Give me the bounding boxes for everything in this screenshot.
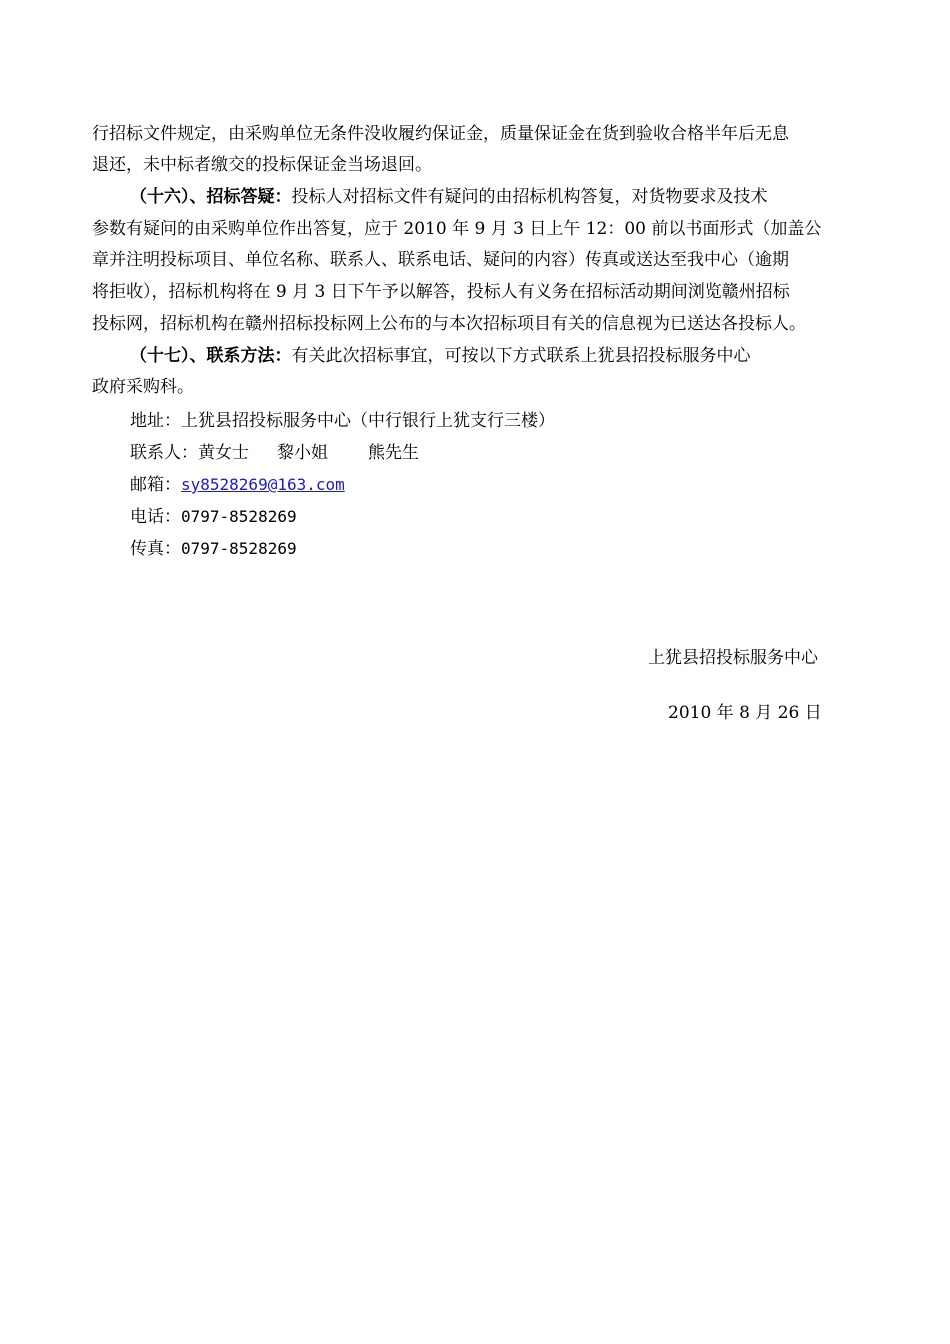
contact-person: 黎小姐 <box>277 443 328 463</box>
signature-org: 上犹县招投标服务中心 <box>648 648 818 668</box>
section-17-line <box>130 346 910 366</box>
paragraph-line: 政府采购科。 <box>92 377 194 397</box>
paragraph-line: 退还，未中标者缴交的投标保证金当场退回。 <box>92 155 432 175</box>
section-17-heading: （十七）、联系方法： <box>130 346 292 366</box>
fax-label: 传真： <box>130 539 181 559</box>
phone-value: 0797-8528269 <box>181 507 297 526</box>
paragraph-text: 投标人对招标文件有疑问的由招标机构答复，对货物要求及技术 <box>291 187 768 207</box>
paragraph-line: 行招标文件规定，由采购单位无条件没收履约保证金，质量保证金在货到验收合格半年后无息 <box>92 124 789 144</box>
contact-persons <box>130 443 910 463</box>
section-16-heading: （十六）、招标答疑： <box>130 187 292 207</box>
contact-person: 黄女士 <box>198 443 249 463</box>
contact-phone <box>130 507 910 527</box>
paragraph-line: 章并注明投标项目、单位名称、联系人、联系电话、疑问的内容）传真或送达至我中心（逾期 <box>92 250 789 270</box>
phone-label: 电话： <box>130 507 181 527</box>
signature-date: 2010 年 8 月 26 日 <box>668 703 822 723</box>
section-16-line <box>130 187 910 207</box>
paragraph-line: 参数有疑问的由采购单位作出答复，应于 2010 年 9 月 3 日上午 12：00 前以书面形式（加盖公 <box>92 219 822 239</box>
contact-address <box>130 411 910 431</box>
contact-email <box>130 475 910 495</box>
email-link[interactable]: sy8528269@163.com <box>181 475 345 494</box>
contact-person: 熊先生 <box>368 443 419 463</box>
address-label: 地址： <box>130 411 181 431</box>
paragraph-text: 有关此次招标事宜，可按以下方式联系上犹县招投标服务中心 <box>291 346 751 366</box>
address-value: 上犹县招投标服务中心（中行银行上犹支行三楼） <box>181 411 555 431</box>
person-label: 联系人： <box>130 443 198 463</box>
paragraph-line: 投标网，招标机构在赣州招标投标网上公布的与本次招标项目有关的信息视为已送达各投标人。 <box>92 314 806 334</box>
email-label: 邮箱： <box>130 475 181 495</box>
contact-fax <box>130 539 910 559</box>
fax-value: 0797-8528269 <box>181 539 297 558</box>
paragraph-line: 将拒收），招标机构将在 9 月 3 日下午予以解答，投标人有义务在招标活动期间浏览赣州招标 <box>92 282 790 302</box>
